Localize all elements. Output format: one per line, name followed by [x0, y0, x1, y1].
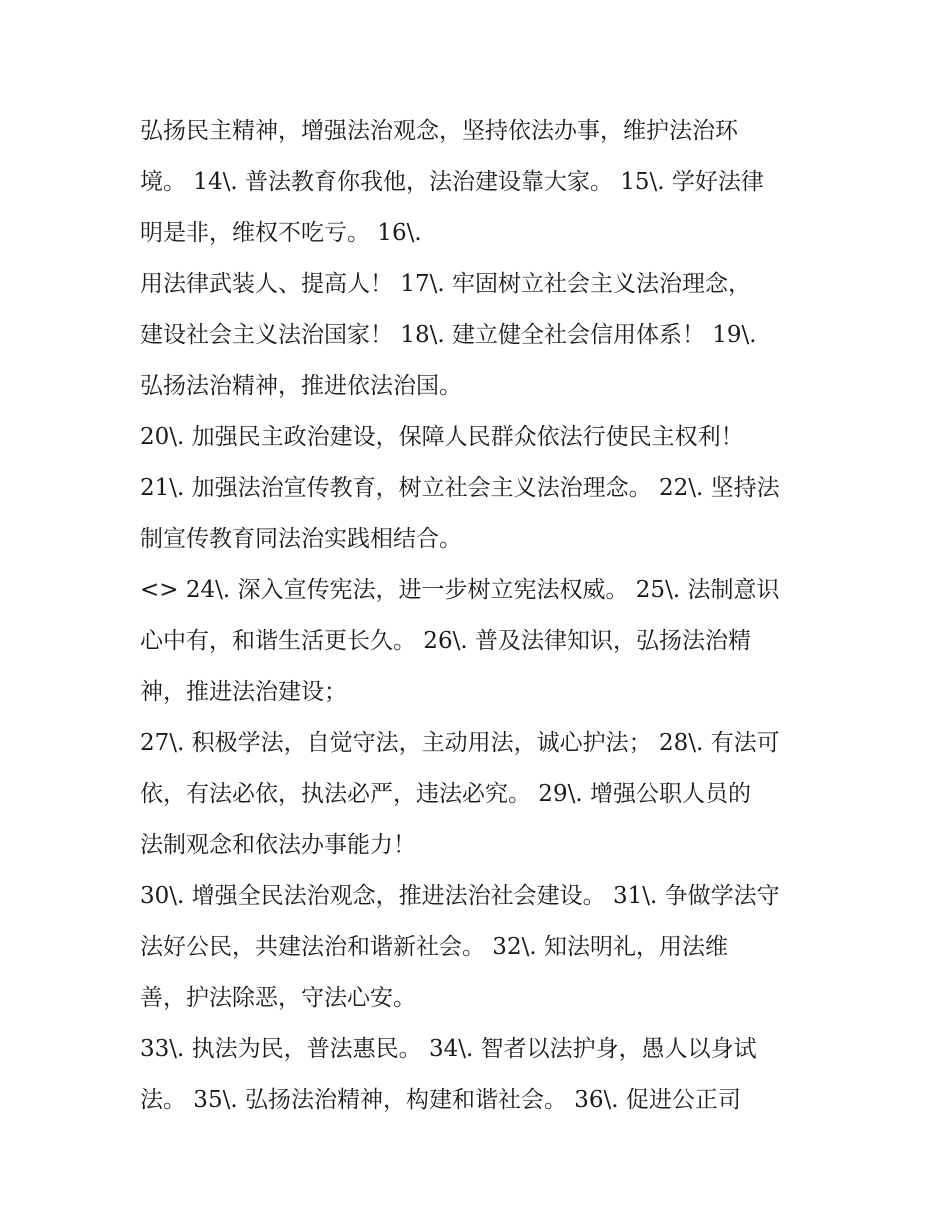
text-line: 制宣传教育同法治实践相结合。 [140, 526, 462, 552]
text-line: 33\. 执法为民，普法惠民。 34\. 智者以法护身，愚人以身试 [140, 1036, 757, 1062]
text-line: 法。 35\. 弘扬法治精神，构建和谐社会。 36\. 促进公正司 [140, 1087, 741, 1113]
text-line: 21\. 加强法治宣传教育，树立社会主义法治理念。 22\. 坚持法 [140, 475, 780, 501]
text-line: 20\. 加强民主政治建设，保障人民群众依法行使民主权利！ [140, 424, 744, 450]
text-line: 法制观念和依法办事能力！ [140, 832, 416, 858]
text-line: <> 24\. 深入宣传宪法，进一步树立宪法权威。 25\. 法制意识 [140, 577, 780, 603]
text-line: 明是非，维权不吃亏。 16\. [140, 220, 422, 246]
text-line: 善，护法除恶，守法心安。 [140, 985, 416, 1011]
body-text [140, 106, 830, 1126]
text-line: 建设社会主义法治国家！ 18\. 建立健全社会信用体系！ 19\. [140, 322, 757, 348]
text-line: 境。 14\. 普法教育你我他，法治建设靠大家。 15\. 学好法律 [140, 169, 764, 195]
text-line: 心中有，和谐生活更长久。 26\. 普及法律知识，弘扬法治精 [140, 628, 751, 654]
text-line: 神，推进法治建设； [140, 679, 347, 705]
text-line: 用法律武装人、提高人！ 17\. 牢固树立社会主义法治理念， [140, 271, 751, 297]
text-line: 弘扬法治精神，推进依法治国。 [140, 373, 462, 399]
text-line: 27\. 积极学法，自觉守法，主动用法，诚心护法； 28\. 有法可 [140, 730, 780, 756]
text-line: 30\. 增强全民法治观念，推进法治社会建设。 31\. 争做学法守 [140, 883, 780, 909]
text-line: 弘扬民主精神，增强法治观念，坚持依法办事，维护法治环 [140, 118, 738, 144]
text-line: 依，有法必依，执法必严，违法必究。 29\. 增强公职人员的 [140, 781, 751, 807]
text-line: 法好公民，共建法治和谐新社会。 32\. 知法明礼，用法维 [140, 934, 728, 960]
